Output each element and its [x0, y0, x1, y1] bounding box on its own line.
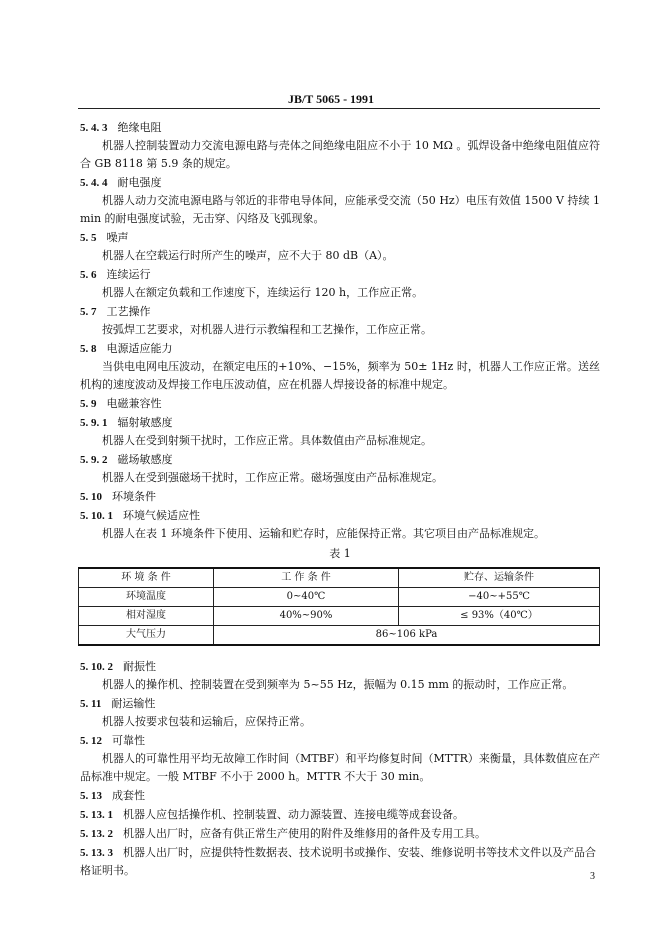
- section-title: 机器人出厂时，应提供特性数据表、技术说明书或操作、安装、维修说明书等技术文件以及产品合格证明书。: [80, 846, 596, 877]
- header-rule: [78, 108, 600, 109]
- table-cell: 86~106 kPa: [214, 626, 600, 646]
- section-paragraph: 机器人动力交流电源电路与邻近的非带电导体间，应能承受交流（50 Hz）电压有效值 1500 V 持续 1 min 的耐电强度试验，无击穿、闪络及飞弧现象。: [80, 194, 600, 225]
- section-title: 成套性: [112, 789, 145, 802]
- table-header-row: [79, 568, 600, 588]
- section-heading: [80, 414, 600, 432]
- document-code-header: JB/T 5065 - 1991: [287, 92, 375, 106]
- section-heading: [80, 340, 600, 358]
- sections-before-table: [80, 119, 600, 543]
- section-number: 5. 13. 2: [80, 828, 113, 840]
- section-number: 5. 13. 1: [80, 809, 113, 821]
- section-number: 5. 5: [80, 232, 97, 244]
- section-paragraph: 机器人在表 1 环境条件下使用、运输和贮存时，应能保持正常。其它项目由产品标准规定。: [102, 527, 545, 540]
- section-heading: [80, 174, 600, 192]
- section-heading: [80, 488, 600, 506]
- section-number: 5. 6: [80, 269, 97, 281]
- table-header-cell: 贮存、运输条件: [399, 568, 600, 588]
- section-number: 5. 10. 1: [80, 510, 113, 522]
- section-title: 磁场敏感度: [117, 453, 173, 466]
- section-title: 可靠性: [112, 734, 145, 747]
- section-title: 连续运行: [106, 268, 151, 281]
- section-number: 5. 4. 3: [80, 122, 108, 134]
- section-paragraph: 机器人的可靠性用平均无故障工作时间（MTBF）和平均修复时间（MTTR）来衡量，具体数值应在产品标准中规定。一般 MTBF 不小于 2000 h。MTTR 不大于 30 min。: [80, 752, 600, 783]
- table-row: [79, 626, 600, 646]
- section-number: 5. 4. 4: [80, 177, 108, 189]
- section-heading: [80, 451, 600, 469]
- section-paragraph: 机器人在空载运行时所产生的噪声，应不大于 80 dB（A）。: [102, 249, 394, 262]
- section-heading: [80, 507, 600, 525]
- section-paragraph: 机器人在受到强磁场干扰时，工作应正常。磁场强度由产品标准规定。: [102, 471, 443, 484]
- table-cell: ≤ 93%（40℃）: [399, 607, 600, 626]
- section-heading: [80, 229, 600, 247]
- section-title: 电源适应能力: [106, 342, 173, 355]
- section-title: 环境气候适应性: [123, 509, 200, 522]
- document-body: [80, 118, 600, 880]
- table-cell: 40%~90%: [214, 607, 399, 626]
- section-heading: [80, 806, 600, 824]
- section-heading: [80, 825, 600, 843]
- table-row: [79, 607, 600, 626]
- table-header-cell: 环 境 条 件: [79, 568, 214, 588]
- section-title: 工艺操作: [106, 305, 151, 318]
- section-heading: [80, 844, 600, 880]
- section-title: 噪声: [106, 231, 129, 244]
- section-paragraph: 机器人在受到射频干扰时，工作应正常。具体数值由产品标准规定。: [102, 434, 432, 447]
- table-cell: 相对湿度: [79, 607, 214, 626]
- section-number: 5. 9. 1: [80, 417, 108, 429]
- section-heading: [80, 395, 600, 413]
- section-number: 5. 11: [80, 698, 102, 710]
- section-number: 5. 10: [80, 491, 102, 503]
- section-number: 5. 12: [80, 735, 102, 747]
- section-title: 辐射敏感度: [117, 416, 173, 429]
- table-cell: 0~40℃: [214, 588, 399, 607]
- sections-after-table: [80, 658, 600, 880]
- section-title: 环境条件: [112, 490, 156, 503]
- section-heading: [80, 119, 600, 137]
- table-caption: 表 1: [329, 547, 351, 560]
- section-heading: [80, 787, 600, 805]
- section-paragraph: 机器人控制装置动力交流电源电路与壳体之间绝缘电阻应不小于 10 MΩ 。弧焊设备中绝缘电阻值应符合 GB 8118 第 5.9 条的规定。: [80, 139, 600, 170]
- table-cell: −40~+55℃: [399, 588, 600, 607]
- environment-conditions-table: [78, 567, 600, 646]
- section-heading: [80, 695, 600, 713]
- section-heading: [80, 732, 600, 750]
- section-heading: [80, 658, 600, 676]
- section-heading: [80, 303, 600, 321]
- section-paragraph: 机器人按要求包装和运输后，应保持正常。: [102, 715, 311, 728]
- section-number: 5. 13: [80, 790, 102, 802]
- table-cell: 环境温度: [79, 588, 214, 607]
- section-paragraph: 机器人在额定负载和工作速度下，连续运行 120 h，工作应正常。: [102, 286, 424, 299]
- section-paragraph: 机器人的操作机、控制装置在受到频率为 5~55 Hz，振幅为 0.15 mm 的振动时，工作应正常。: [102, 678, 574, 691]
- section-title: 机器人应包括操作机、控制装置、动力源装置、连接电缆等成套设备。: [123, 808, 464, 821]
- section-number: 5. 13. 3: [80, 847, 113, 859]
- section-title: 绝缘电阻: [117, 121, 162, 134]
- section-title: 电磁兼容性: [106, 397, 162, 410]
- section-paragraph: 按弧焊工艺要求，对机器人进行示教编程和工艺操作，工作应正常。: [102, 323, 432, 336]
- table-row: [79, 588, 600, 607]
- section-number: 5. 9. 2: [80, 454, 108, 466]
- section-title: 耐振性: [123, 660, 156, 673]
- table-header-cell: 工 作 条 件: [214, 568, 399, 588]
- section-title: 机器人出厂时，应备有供正常生产使用的附件及维修用的备件及专用工具。: [123, 827, 486, 840]
- page-number: 3: [590, 871, 595, 882]
- section-heading: [80, 266, 600, 284]
- section-number: 5. 7: [80, 306, 97, 318]
- section-number: 5. 10. 2: [80, 661, 113, 673]
- section-title: 耐电强度: [117, 176, 162, 189]
- section-number: 5. 8: [80, 343, 97, 355]
- section-number: 5. 9: [80, 398, 97, 410]
- table-cell: 大气压力: [79, 626, 214, 646]
- section-title: 耐运输性: [111, 697, 156, 710]
- section-paragraph: 当供电电网电压波动，在额定电压的+10%、−15%，频率为 50± 1Hz 时，机器人工作应正常。送丝机构的速度波动及焊接工作电压波动值，应在机器人焊接设备的标准中规定。: [80, 360, 600, 391]
